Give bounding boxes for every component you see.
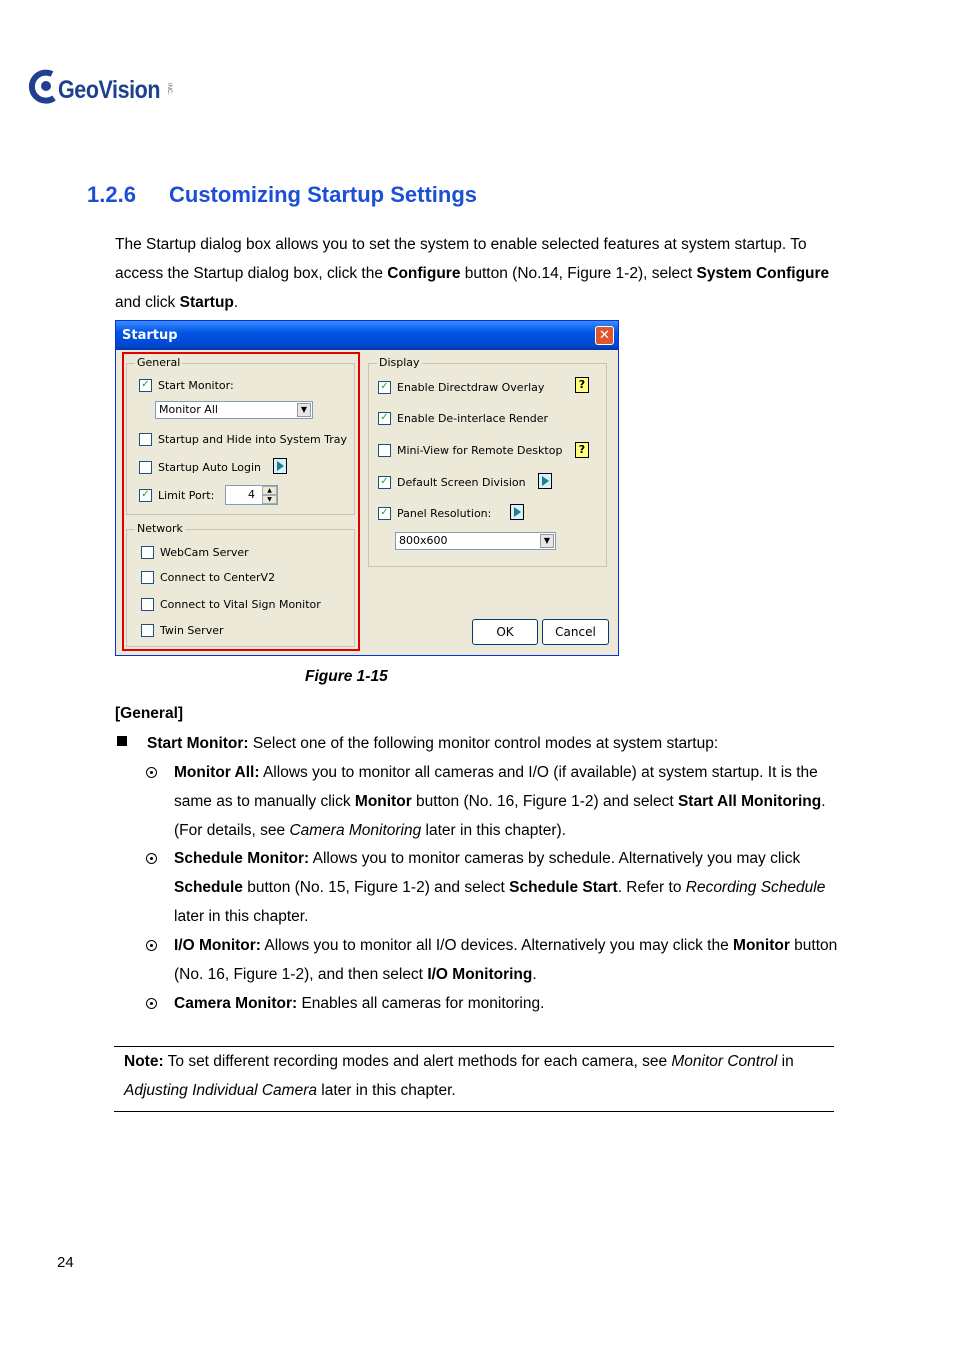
webcam-server-checkbox[interactable]: WebCam Server <box>141 544 249 560</box>
note-box: Note: To set different recording modes and alert methods for each camera, see Monitor Control in Adjusting Individual Camera later in this chapter. <box>124 1053 794 1099</box>
display-group-label: Display <box>379 356 420 369</box>
circle-bullet-icon <box>146 998 157 1009</box>
help-icon[interactable]: ? <box>575 377 589 393</box>
circle-bullet-icon <box>146 767 157 778</box>
checkbox-icon[interactable]: ✓ <box>378 507 391 520</box>
schedule-monitor-item: Schedule Monitor: Allows you to monitor cameras by schedule. Alternatively you may click Schedule button (No. 15, Figure 1-2) and select Schedule Start. Refer to Recording Schedule later in this chapter. <box>174 850 826 925</box>
checkbox-icon[interactable]: ✓ <box>378 381 391 394</box>
centerv2-checkbox[interactable]: Connect to CenterV2 <box>141 569 275 585</box>
dialog-titlebar <box>116 321 618 350</box>
dialog-title: Startup <box>122 328 178 343</box>
page-number: 24 <box>57 1254 74 1271</box>
ok-button[interactable]: OK <box>472 619 538 645</box>
twin-server-checkbox[interactable]: Twin Server <box>141 622 224 638</box>
checkbox-icon[interactable]: ✓ <box>378 412 391 425</box>
highlight-box <box>122 352 360 651</box>
chevron-down-icon[interactable]: ▼ <box>297 403 311 417</box>
note-bottom-rule <box>114 1111 834 1112</box>
close-icon[interactable]: ✕ <box>595 326 614 345</box>
monitor-mode-select[interactable]: Monitor All ▼ <box>155 401 313 419</box>
section-heading <box>87 182 477 208</box>
circle-bullet-icon <box>146 853 157 864</box>
start-monitor-checkbox[interactable]: ✓ Start Monitor: <box>139 377 234 393</box>
checkbox-icon[interactable] <box>378 444 391 457</box>
logo-registered-mark: INC. <box>166 83 172 95</box>
miniview-checkbox[interactable]: Mini-View for Remote Desktop <box>378 442 562 458</box>
limit-port-checkbox[interactable]: ✓ Limit Port: <box>139 487 214 503</box>
screen-division-checkbox[interactable]: ✓ Default Screen Division <box>378 474 526 490</box>
panel-resolution-arrow-icon[interactable] <box>510 504 524 520</box>
resolution-select[interactable]: 800x600 ▼ <box>395 532 556 550</box>
help-icon[interactable]: ? <box>575 442 589 458</box>
checkbox-icon[interactable]: ✓ <box>139 489 152 502</box>
vital-sign-checkbox[interactable]: Connect to Vital Sign Monitor <box>141 596 321 612</box>
general-group-label: General <box>137 356 181 369</box>
limit-port-stepper[interactable]: 4 ▲ ▼ <box>225 485 278 505</box>
panel-resolution-checkbox[interactable]: ✓ Panel Resolution: <box>378 505 491 521</box>
startup-hide-checkbox[interactable]: Startup and Hide into System Tray <box>139 431 347 447</box>
spin-down-icon[interactable]: ▼ <box>262 495 277 504</box>
camera-monitor-item: Camera Monitor: Enables all cameras for monitoring. <box>174 995 545 1012</box>
intro-paragraph: The Startup dialog box allows you to set the system to enable selected features at system startup. To access the Startup dialog box, click the Configure button (No.14, Figure 1-2), select System Configure and click Startup. <box>115 236 830 311</box>
directdraw-checkbox[interactable]: ✓ Enable Directdraw Overlay <box>378 379 544 395</box>
auto-login-checkbox[interactable]: Startup Auto Login <box>139 459 261 475</box>
section-number: 1.2.6 <box>87 182 136 207</box>
geovision-logo-icon <box>28 68 62 108</box>
section-title: Customizing Startup Settings <box>169 182 477 207</box>
cancel-button[interactable]: Cancel <box>542 619 609 645</box>
spin-up-icon[interactable]: ▲ <box>262 486 277 495</box>
logo-text: GeoVision <box>58 76 161 104</box>
subsection-title: [General] <box>115 705 184 722</box>
checkbox-icon[interactable]: ✓ <box>139 379 152 392</box>
io-monitor-item: I/O Monitor: Allows you to monitor all I/O devices. Alternatively you may click the Monitor button (No. 16, Figure 1-2), and then select I/O Monitoring. <box>174 937 838 983</box>
circle-bullet-icon <box>146 940 157 951</box>
square-bullet-icon <box>117 736 127 746</box>
chevron-down-icon[interactable]: ▼ <box>540 534 554 548</box>
figure-caption: Figure 1-15 <box>305 668 388 685</box>
monitor-all-item: Monitor All: Allows you to monitor all cameras and I/O (if available) at system startup. It is the same as to manually click Monitor button (No. 16, Figure 1-2) and select Start All Monitoring. (For details, see Camera Monitoring later in this chapter). <box>174 764 826 839</box>
screen-division-arrow-icon[interactable] <box>538 473 552 489</box>
deinterlace-checkbox[interactable]: ✓ Enable De-interlace Render <box>378 410 548 426</box>
start-monitor-bullet: Start Monitor: Select one of the following monitor control modes at system startup: <box>147 735 719 752</box>
checkbox-icon[interactable]: ✓ <box>378 476 391 489</box>
network-group-label: Network <box>137 522 183 535</box>
